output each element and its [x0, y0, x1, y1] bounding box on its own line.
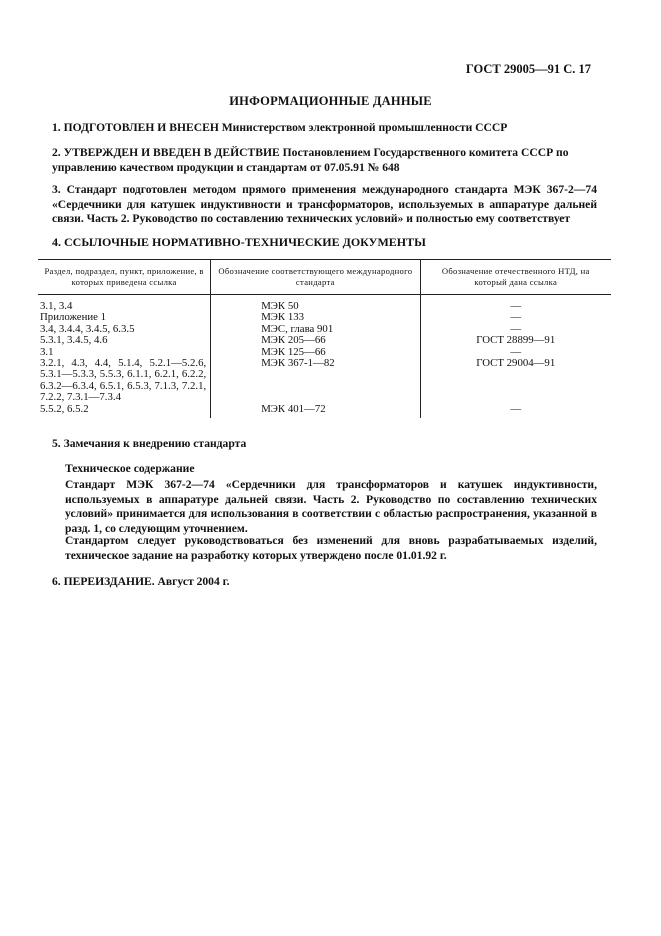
header-international-column: Обозначение соответствующего международного стандарта: [211, 260, 420, 295]
section-6: [52, 575, 597, 590]
cell-national: —: [510, 345, 522, 358]
section-5-heading: 5. Замечания к внедрению стандарта: [52, 437, 247, 450]
cell-section: 3.4, 3.4.4, 3.4.5, 6.3.5: [40, 322, 135, 335]
cell-section: 5.3.1, 3.4.5, 4.6: [40, 334, 108, 347]
section-2-text: Постановлением Государственного комитета СССР по управлению качеством продукции и стандартам от 07.05.91 № 648: [52, 146, 569, 174]
table-row: [38, 358, 611, 404]
page-header-code: ГОСТ 29005—91 С. 17: [465, 62, 591, 76]
cell-national: —: [510, 322, 522, 335]
cell-section: 3.1: [40, 345, 54, 358]
header-section-column: Раздел, подраздел, пункт, приложение, в которых приведена ссылка: [38, 260, 211, 295]
cell-national: —: [510, 402, 522, 415]
cell-national: —: [510, 300, 522, 312]
table-header-row: [38, 260, 611, 295]
cell-international: МЭК 205—66: [211, 335, 420, 346]
cell-national: —: [510, 311, 522, 324]
section-6-text: Август 2004 г.: [154, 575, 230, 588]
section-6-lead: 6. ПЕРЕИЗДАНИЕ.: [52, 575, 155, 588]
section-2: [52, 146, 597, 175]
cell-section: 3.2.1, 4.3, 4.4, 5.1.4, 5.2.1—5.2.6, 5.3.1—5.3.3, 5.5.3, 6.1.1, 6.2.1, 6.2.2, 6.3.2—6.3.4, 6.5.1, 6.5.3, 7.1.3, 7.2.1, 7.2.2, 7.3.1—7.3.4: [40, 357, 207, 404]
notes-paragraph-1: Стандарт МЭК 367-2—74 «Сердечники для трансформаторов и катушек индуктивности, используемых в аппаратуре дальней связи. Часть 2. Руководство по составлению технических условий» принимается для использования в соответствии с областью распространения, указанной в разд. 1, со следующим уточнением.: [65, 478, 597, 535]
cell-international: МЭК 133: [211, 312, 420, 323]
cell-international: МЭС, глава 901: [211, 324, 420, 335]
table-row: [38, 404, 611, 418]
document-title: ИНФОРМАЦИОННЫЕ ДАННЫЕ: [229, 94, 432, 108]
section-1: [52, 121, 597, 136]
cell-international: МЭК 401—72: [211, 404, 420, 418]
cell-international: МЭК 50: [211, 295, 420, 313]
cell-national: ГОСТ 29004—91: [476, 357, 556, 370]
notes-paragraph-2: Стандартом следует руководствоваться без изменений для вновь разрабатываемых изделий, техническое задание на разработку которых утверждено после 01.01.92 г.: [65, 534, 597, 562]
cell-international: МЭК 125—66: [211, 347, 420, 358]
table-row: [38, 335, 611, 346]
cell-section: Приложение 1: [40, 311, 107, 324]
cell-section: 5.5.2, 6.5.2: [40, 402, 89, 415]
notes-subheading: Техническое содержание: [65, 462, 195, 475]
cell-international: МЭК 367-1—82: [211, 358, 420, 404]
section-1-text: Министерством электронной промышленности СССР: [218, 121, 508, 134]
section-4-heading: 4. ССЫЛОЧНЫЕ НОРМАТИВНО-ТЕХНИЧЕСКИЕ ДОКУМЕНТЫ: [52, 235, 426, 249]
cell-national: ГОСТ 28899—91: [476, 334, 556, 347]
reference-documents-table: [38, 259, 611, 418]
table-row: [38, 295, 611, 313]
header-national-column: Обозначение отечественного НТД, на который дана ссылка: [420, 260, 611, 295]
cell-section: 3.1, 3.4: [40, 300, 73, 312]
section-2-lead: 2. УТВЕРЖДЕН И ВВЕДЕН В ДЕЙСТВИЕ: [52, 146, 280, 159]
section-1-lead: 1. ПОДГОТОВЛЕН И ВНЕСЕН: [52, 121, 219, 134]
section-3: 3. Стандарт подготовлен методом прямого применения международного стандарта МЭК 367-2—74 «Сердечники для катушек индуктивности и трансформаторов, используемых в аппаратуре дальней связи. Часть 2. Руководство по составлению технических условий» и полностью ему соответствует: [52, 183, 597, 225]
